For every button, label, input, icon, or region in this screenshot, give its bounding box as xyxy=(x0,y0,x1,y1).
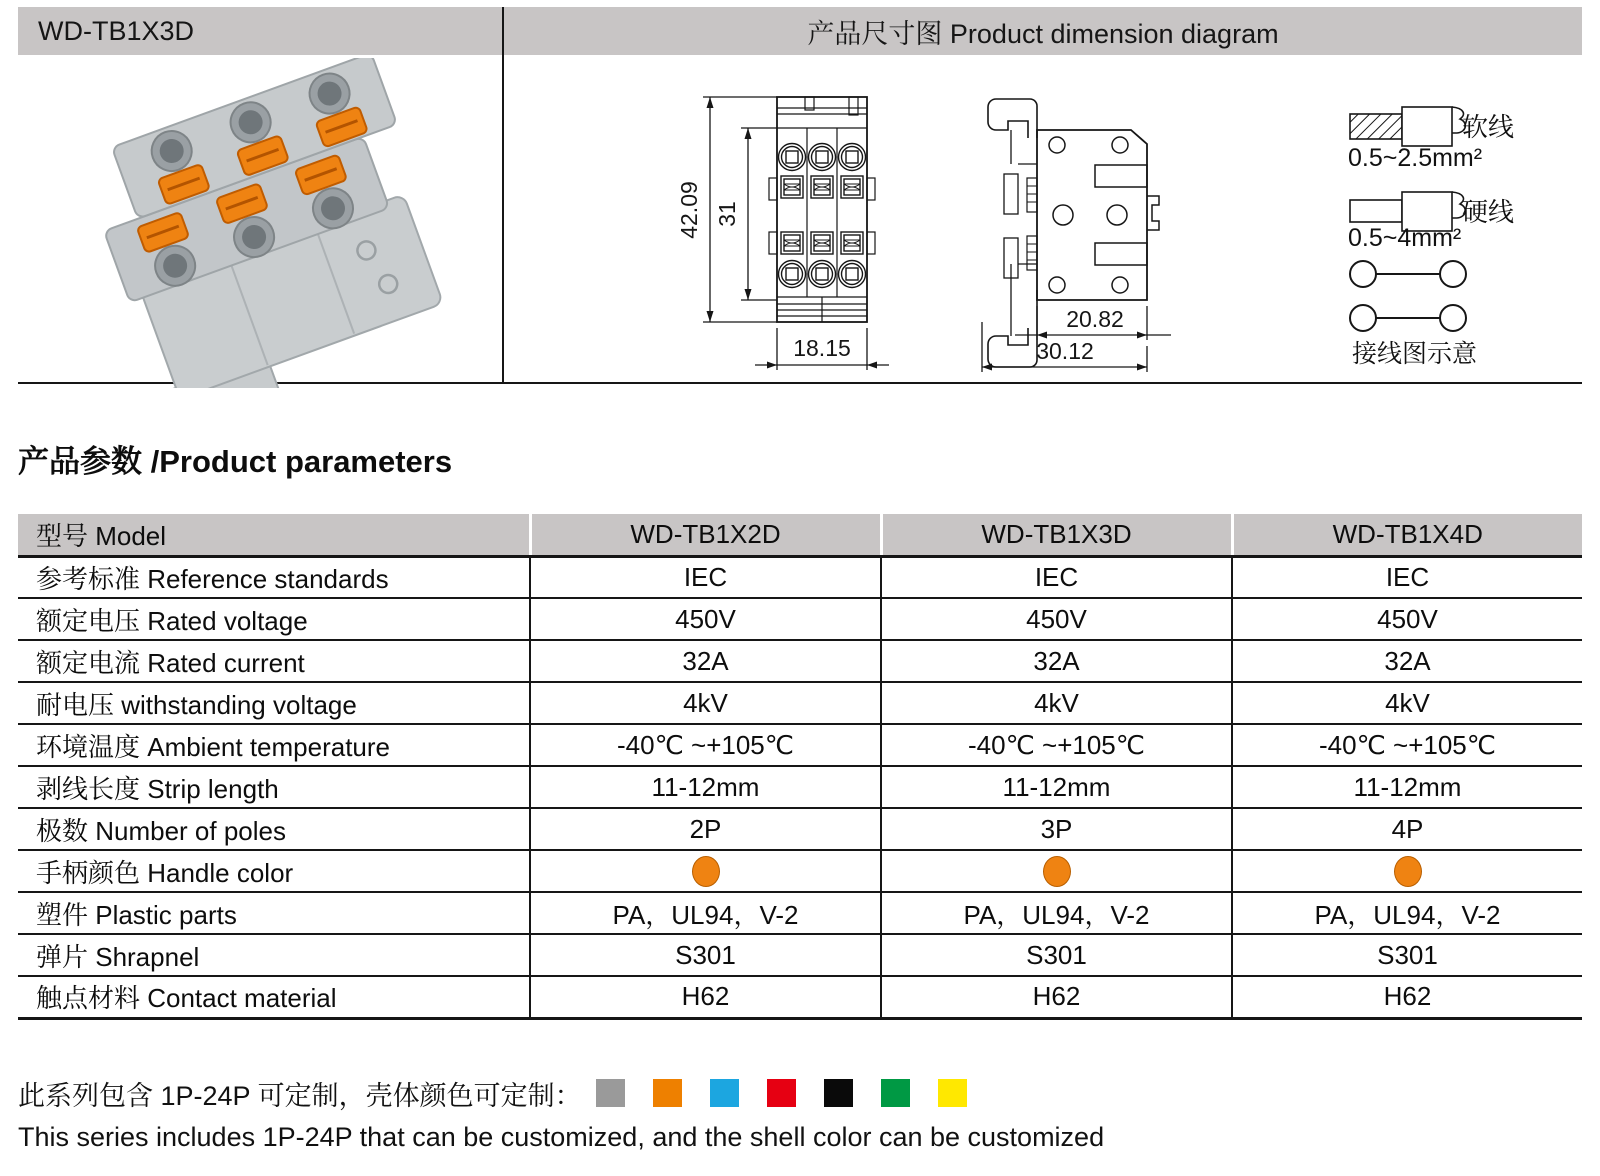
cell-value: S301 xyxy=(530,934,881,976)
cell-value: H62 xyxy=(1232,976,1582,1018)
row-label: 耐电压 withstanding voltage xyxy=(18,682,530,724)
parameters-heading: 产品参数 /Product parameters xyxy=(18,444,453,479)
shell-color-swatch xyxy=(881,1079,910,1107)
row-label: 极数 Number of poles xyxy=(18,808,530,850)
dim-depth-inner: 20.82 xyxy=(1066,306,1124,332)
table-row xyxy=(18,766,1582,808)
table-row xyxy=(18,892,1582,934)
row-label: 塑件 Plastic parts xyxy=(18,892,530,934)
cell-value: 32A xyxy=(1232,640,1582,682)
row-label: 触点材料 Contact material xyxy=(18,976,530,1018)
cell-value: 3P xyxy=(881,808,1232,850)
side-dimension-view xyxy=(945,78,1195,393)
soft-wire-label: 软线 xyxy=(1462,112,1515,142)
cell-value: 11-12mm xyxy=(1232,766,1582,808)
table-header-row xyxy=(18,514,1582,556)
wiring-diagram-icon xyxy=(1348,258,1468,334)
parameters-table xyxy=(18,514,1582,1020)
table-row-handle-color xyxy=(18,850,1582,892)
customization-note-en: This series includes 1P-24P that can be customized, and the shell color can be customized xyxy=(18,1122,1105,1152)
row-label: 剥线长度 Strip length xyxy=(18,766,530,808)
cell-value: PA，UL94，V-2 xyxy=(530,892,881,934)
vertical-divider xyxy=(502,7,504,384)
row-label: 额定电流 Rated current xyxy=(18,640,530,682)
cell-value: 4kV xyxy=(881,682,1232,724)
soft-wire-range: 0.5~2.5mm² xyxy=(1348,144,1483,172)
handle-color-dot xyxy=(1043,856,1071,887)
cell-value: 450V xyxy=(530,598,881,640)
shell-color-swatch xyxy=(824,1079,853,1107)
cell-value: S301 xyxy=(881,934,1232,976)
handle-color-dot xyxy=(1394,856,1422,887)
product-photo xyxy=(30,58,500,393)
cell-value: PA，UL94，V-2 xyxy=(881,892,1232,934)
row-label: 手柄颜色 Handle color xyxy=(18,850,530,892)
title-bar xyxy=(18,7,1582,55)
table-row xyxy=(18,556,1582,598)
shell-color-swatch xyxy=(653,1079,682,1107)
model-title: WD-TB1X3D xyxy=(38,15,195,46)
cell-value: IEC xyxy=(1232,556,1582,598)
hard-wire-label: 硬线 xyxy=(1462,197,1515,227)
cell-value: 4P xyxy=(1232,808,1582,850)
shell-color-swatch xyxy=(596,1079,625,1107)
row-label: 参考标准 Reference standards xyxy=(18,556,530,598)
shell-color-swatch xyxy=(767,1079,796,1107)
terminal-block-illustration xyxy=(30,58,500,388)
cell-value: -40℃ ~+105℃ xyxy=(881,724,1232,766)
cell-value: 450V xyxy=(1232,598,1582,640)
shell-color-swatch xyxy=(938,1079,967,1107)
cell-value: 2P xyxy=(530,808,881,850)
dim-depth-overall: 30.12 xyxy=(1036,338,1094,364)
cell-value: 4kV xyxy=(1232,682,1582,724)
cell-value: 11-12mm xyxy=(881,766,1232,808)
cell-value: IEC xyxy=(881,556,1232,598)
handle-color-dot xyxy=(692,856,720,887)
row-label: 额定电压 Rated voltage xyxy=(18,598,530,640)
customization-note-zh-text: 此系列包含 1P-24P 可定制，壳体颜色可定制： xyxy=(18,1080,582,1111)
cell-value: -40℃ ~+105℃ xyxy=(530,724,881,766)
dim-inner-height: 31 xyxy=(714,201,740,227)
table-row xyxy=(18,598,1582,640)
cell-handle-color xyxy=(530,850,881,892)
cell-value: -40℃ ~+105℃ xyxy=(1232,724,1582,766)
col-header-model: 型号 Model xyxy=(18,514,530,556)
table-row xyxy=(18,808,1582,850)
cell-value: 4kV xyxy=(530,682,881,724)
cell-handle-color xyxy=(881,850,1232,892)
dim-overall-height: 42.09 xyxy=(676,181,702,239)
dimension-diagram-title: 产品尺寸图 Product dimension diagram xyxy=(807,18,1279,49)
dim-width: 18.15 xyxy=(793,335,851,361)
table-row xyxy=(18,976,1582,1018)
row-label: 环境温度 Ambient temperature xyxy=(18,724,530,766)
cell-value: 11-12mm xyxy=(530,766,881,808)
cell-handle-color xyxy=(1232,850,1582,892)
cell-value: 32A xyxy=(530,640,881,682)
table-row xyxy=(18,682,1582,724)
col-header-tb1x2d: WD-TB1X2D xyxy=(530,514,881,556)
cell-value: H62 xyxy=(881,976,1232,1018)
cell-value: S301 xyxy=(1232,934,1582,976)
row-label: 弹片 Shrapnel xyxy=(18,934,530,976)
hard-wire-range: 0.5~4mm² xyxy=(1348,224,1462,252)
col-header-tb1x3d: WD-TB1X3D xyxy=(881,514,1232,556)
table-row xyxy=(18,934,1582,976)
cell-value: PA，UL94，V-2 xyxy=(1232,892,1582,934)
cell-value: H62 xyxy=(530,976,881,1018)
table-row xyxy=(18,724,1582,766)
cell-value: 450V xyxy=(881,598,1232,640)
shell-color-swatch xyxy=(710,1079,739,1107)
cell-value: IEC xyxy=(530,556,881,598)
cell-value: 32A xyxy=(881,640,1232,682)
customization-note-zh xyxy=(18,1076,967,1110)
front-dimension-view xyxy=(655,78,925,383)
wiring-diagram-label: 接线图示意 xyxy=(1352,340,1478,368)
col-header-tb1x4d: WD-TB1X4D xyxy=(1232,514,1582,556)
table-row xyxy=(18,640,1582,682)
